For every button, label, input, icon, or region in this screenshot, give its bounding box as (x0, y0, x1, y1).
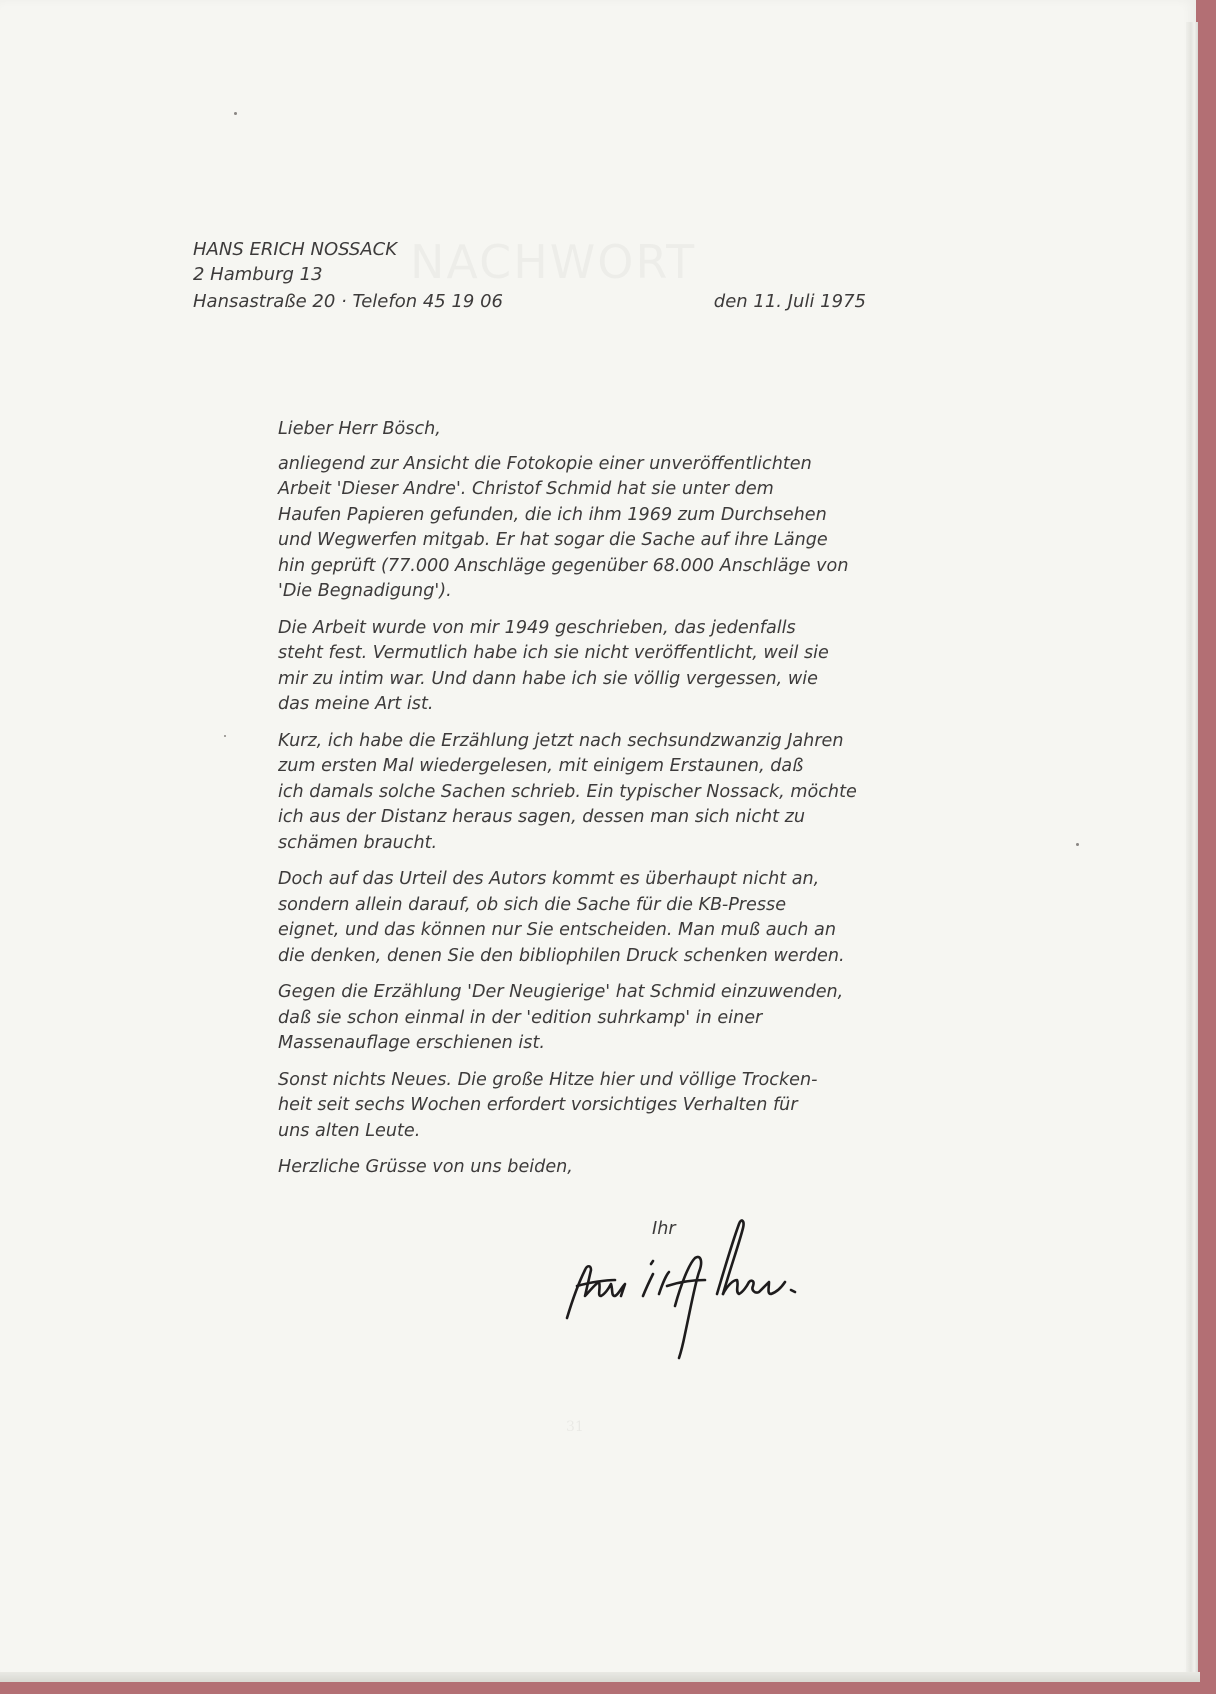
letter-date: den 11. Juli 1975 (713, 291, 866, 312)
paragraph-line: das meine Art ist. (278, 694, 434, 714)
paragraph-line: Sonst nichts Neues. Die große Hitze hier und völlige Trocken- (278, 1069, 818, 1090)
paragraph (278, 729, 918, 857)
paragraph-line: ich aus der Distanz heraus sagen, dessen man sich nicht zu (278, 807, 806, 827)
paragraph (278, 452, 918, 605)
paragraph-line: Kurz, ich habe die Erzählung jetzt nach sechsundzwanzig Jahren (278, 730, 844, 751)
letter-body (278, 417, 918, 1181)
bleed-through-text (410, 235, 696, 289)
paragraph (278, 1068, 918, 1145)
paragraph-line: steht fest. Vermutlich habe ich sie nicht veröffentlicht, weil sie (278, 643, 829, 663)
bleed-through-folio: 31 (566, 1419, 584, 1435)
handwritten-signature (555, 1210, 845, 1370)
paragraph-line: zum ersten Mal wiedergelesen, mit einigem Erstaunen, daß (278, 756, 804, 776)
sender-city: 2 Hamburg 13 (193, 264, 323, 285)
paragraph (278, 867, 918, 969)
paragraph-line: ich damals solche Sachen schrieb. Ein typischer Nossack, möchte (278, 781, 857, 802)
signoff: Ihr (652, 1219, 676, 1239)
paragraph-line: Die Arbeit wurde von mir 1949 geschrieben, das jedenfalls (278, 617, 796, 638)
paragraph-line: Arbeit 'Dieser Andre'. Christof Schmid hat sie unter dem (278, 479, 774, 499)
paragraph-line: daß sie schon einmal in der 'edition suhrkamp' in einer (278, 1007, 763, 1028)
paragraph-line: uns alten Leute. (278, 1120, 421, 1141)
paragraph-line: die denken, denen Sie den bibliophilen Druck schenken werden. (278, 945, 845, 966)
paragraph-line: mir zu intim war. Und dann habe ich sie völlig vergessen, wie (278, 668, 818, 689)
paper-speck (234, 112, 237, 115)
paper-speck (224, 735, 226, 737)
paragraph-line: Haufen Papieren gefunden, die ich ihm 1969 zum Durchsehen (278, 504, 827, 525)
paragraph (278, 616, 918, 718)
paragraph-line: Doch auf das Urteil des Autors kommt es überhaupt nicht an, (278, 869, 820, 889)
closing: Herzliche Grüsse von uns beiden, (278, 1157, 573, 1177)
paragraph (278, 980, 918, 1057)
paragraph-line: und Wegwerfen mitgab. Er hat sogar die Sache auf ihre Länge (278, 530, 828, 550)
paragraph-line: anliegend zur Ansicht die Fotokopie einer unveröffentlichten (278, 453, 812, 474)
paper-speck (1076, 843, 1079, 846)
paragraph-line: schämen braucht. (278, 832, 438, 853)
paragraph-line: heit seit sechs Wochen erfordert vorsichtiges Verhalten für (278, 1095, 798, 1115)
page-edge (1186, 22, 1198, 1672)
sender-name: HANS ERICH NOSSACK (193, 239, 398, 260)
paragraph-line: eignet, und das können nur Sie entscheiden. Man muß auch an (278, 920, 836, 940)
page-bottom-edge (0, 1672, 1200, 1682)
sender-address-phone: Hansastraße 20 · Telefon 45 19 06 (193, 291, 504, 312)
paragraph-line: 'Die Begnadigung'). (278, 581, 452, 601)
paragraph-line: Gegen die Erzählung 'Der Neugierige' hat Schmid einzuwenden, (278, 982, 844, 1002)
paragraph-line: sondern allein darauf, ob sich die Sache für die KB-Presse (278, 894, 787, 915)
salutation: Lieber Herr Bösch, (278, 419, 441, 439)
paragraph-line: Massenauflage erschienen ist. (278, 1033, 545, 1053)
paragraph-line: hin geprüft (77.000 Anschläge gegenüber 68.000 Anschläge von (278, 555, 849, 576)
